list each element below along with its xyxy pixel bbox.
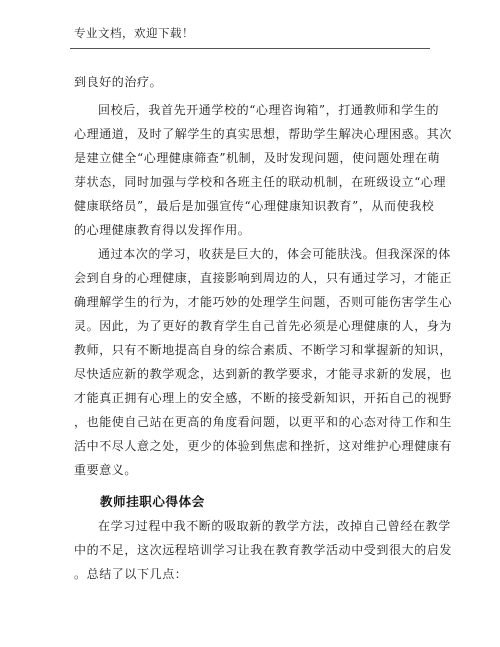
paragraph-line: 心理通道，及时了解学生的真实思想，帮助学生解决心理困惑。其次 [74,127,453,141]
paragraph-line: 重要意义。 [74,463,138,477]
paragraph-line: 的心理健康教育得以发挥作用。 [74,223,251,237]
paragraph-line: 会到自身的心理健康，直接影响到周边的人，只有通过学习，才能正 [74,271,453,285]
page-header: 专业文档，欢迎下载！ [74,26,194,40]
paragraph-line: 才能真正拥有心理上的安全感，不断的接受新知识，开拓自己的视野 [74,391,453,405]
paragraph-line: 中的不足，这次远程培训学习让我在教育教学活动中受到很大的启发 [74,543,453,557]
paragraph-line: 健康联络员”，最后是加强宣传“心理健康知识教育”，从而使我校 [74,199,435,213]
header-divider [70,48,430,49]
paragraph-line: 尽快适应新的教学观念，达到新的教学要求，才能寻求新的发展，也 [74,367,453,381]
paragraph-line: 教师，只有不断地提高自身的综合素质、不断学习和掌握新的知识， [74,343,453,357]
paragraph-line: 是建立健全“心理健康筛查”机制，及时发现问题，使问题处理在萌 [74,151,441,165]
paragraph-line: ，也能使自己站在更高的角度看问题，以更平和的心态对待工作和生 [74,415,453,429]
paragraph-line: 。总结了以下几点： [74,567,188,581]
paragraph-line: 灵。因此，为了更好的教育学生自己首先必须是心理健康的人，身为 [74,319,453,333]
section-heading: 教师挂职心得体会 [100,494,205,509]
paragraph-line: 回校后，我首先开通学校的“心理咨询箱”，打通教师和学生的 [98,103,440,117]
paragraph-line: 芽状态，同时加强与学校和各班主任的联动机制，在班级设立“心理 [74,175,447,189]
paragraph-line: 通过本次的学习，收获是巨大的，体会可能肤浅。但我深深的体 [98,247,451,261]
paragraph-line: 在学习过程中我不断的吸取新的教学方法，改掉自己曾经在教学 [98,519,451,533]
paragraph-line: 确理解学生的行为，才能巧妙的处理学生问题，否则可能伤害学生心 [74,295,453,309]
paragraph-line: 到良好的治疗。 [74,75,163,89]
paragraph-line: 活中不尽人意之处，更少的体验到焦虑和挫折，这对维护心理健康有 [74,439,453,453]
